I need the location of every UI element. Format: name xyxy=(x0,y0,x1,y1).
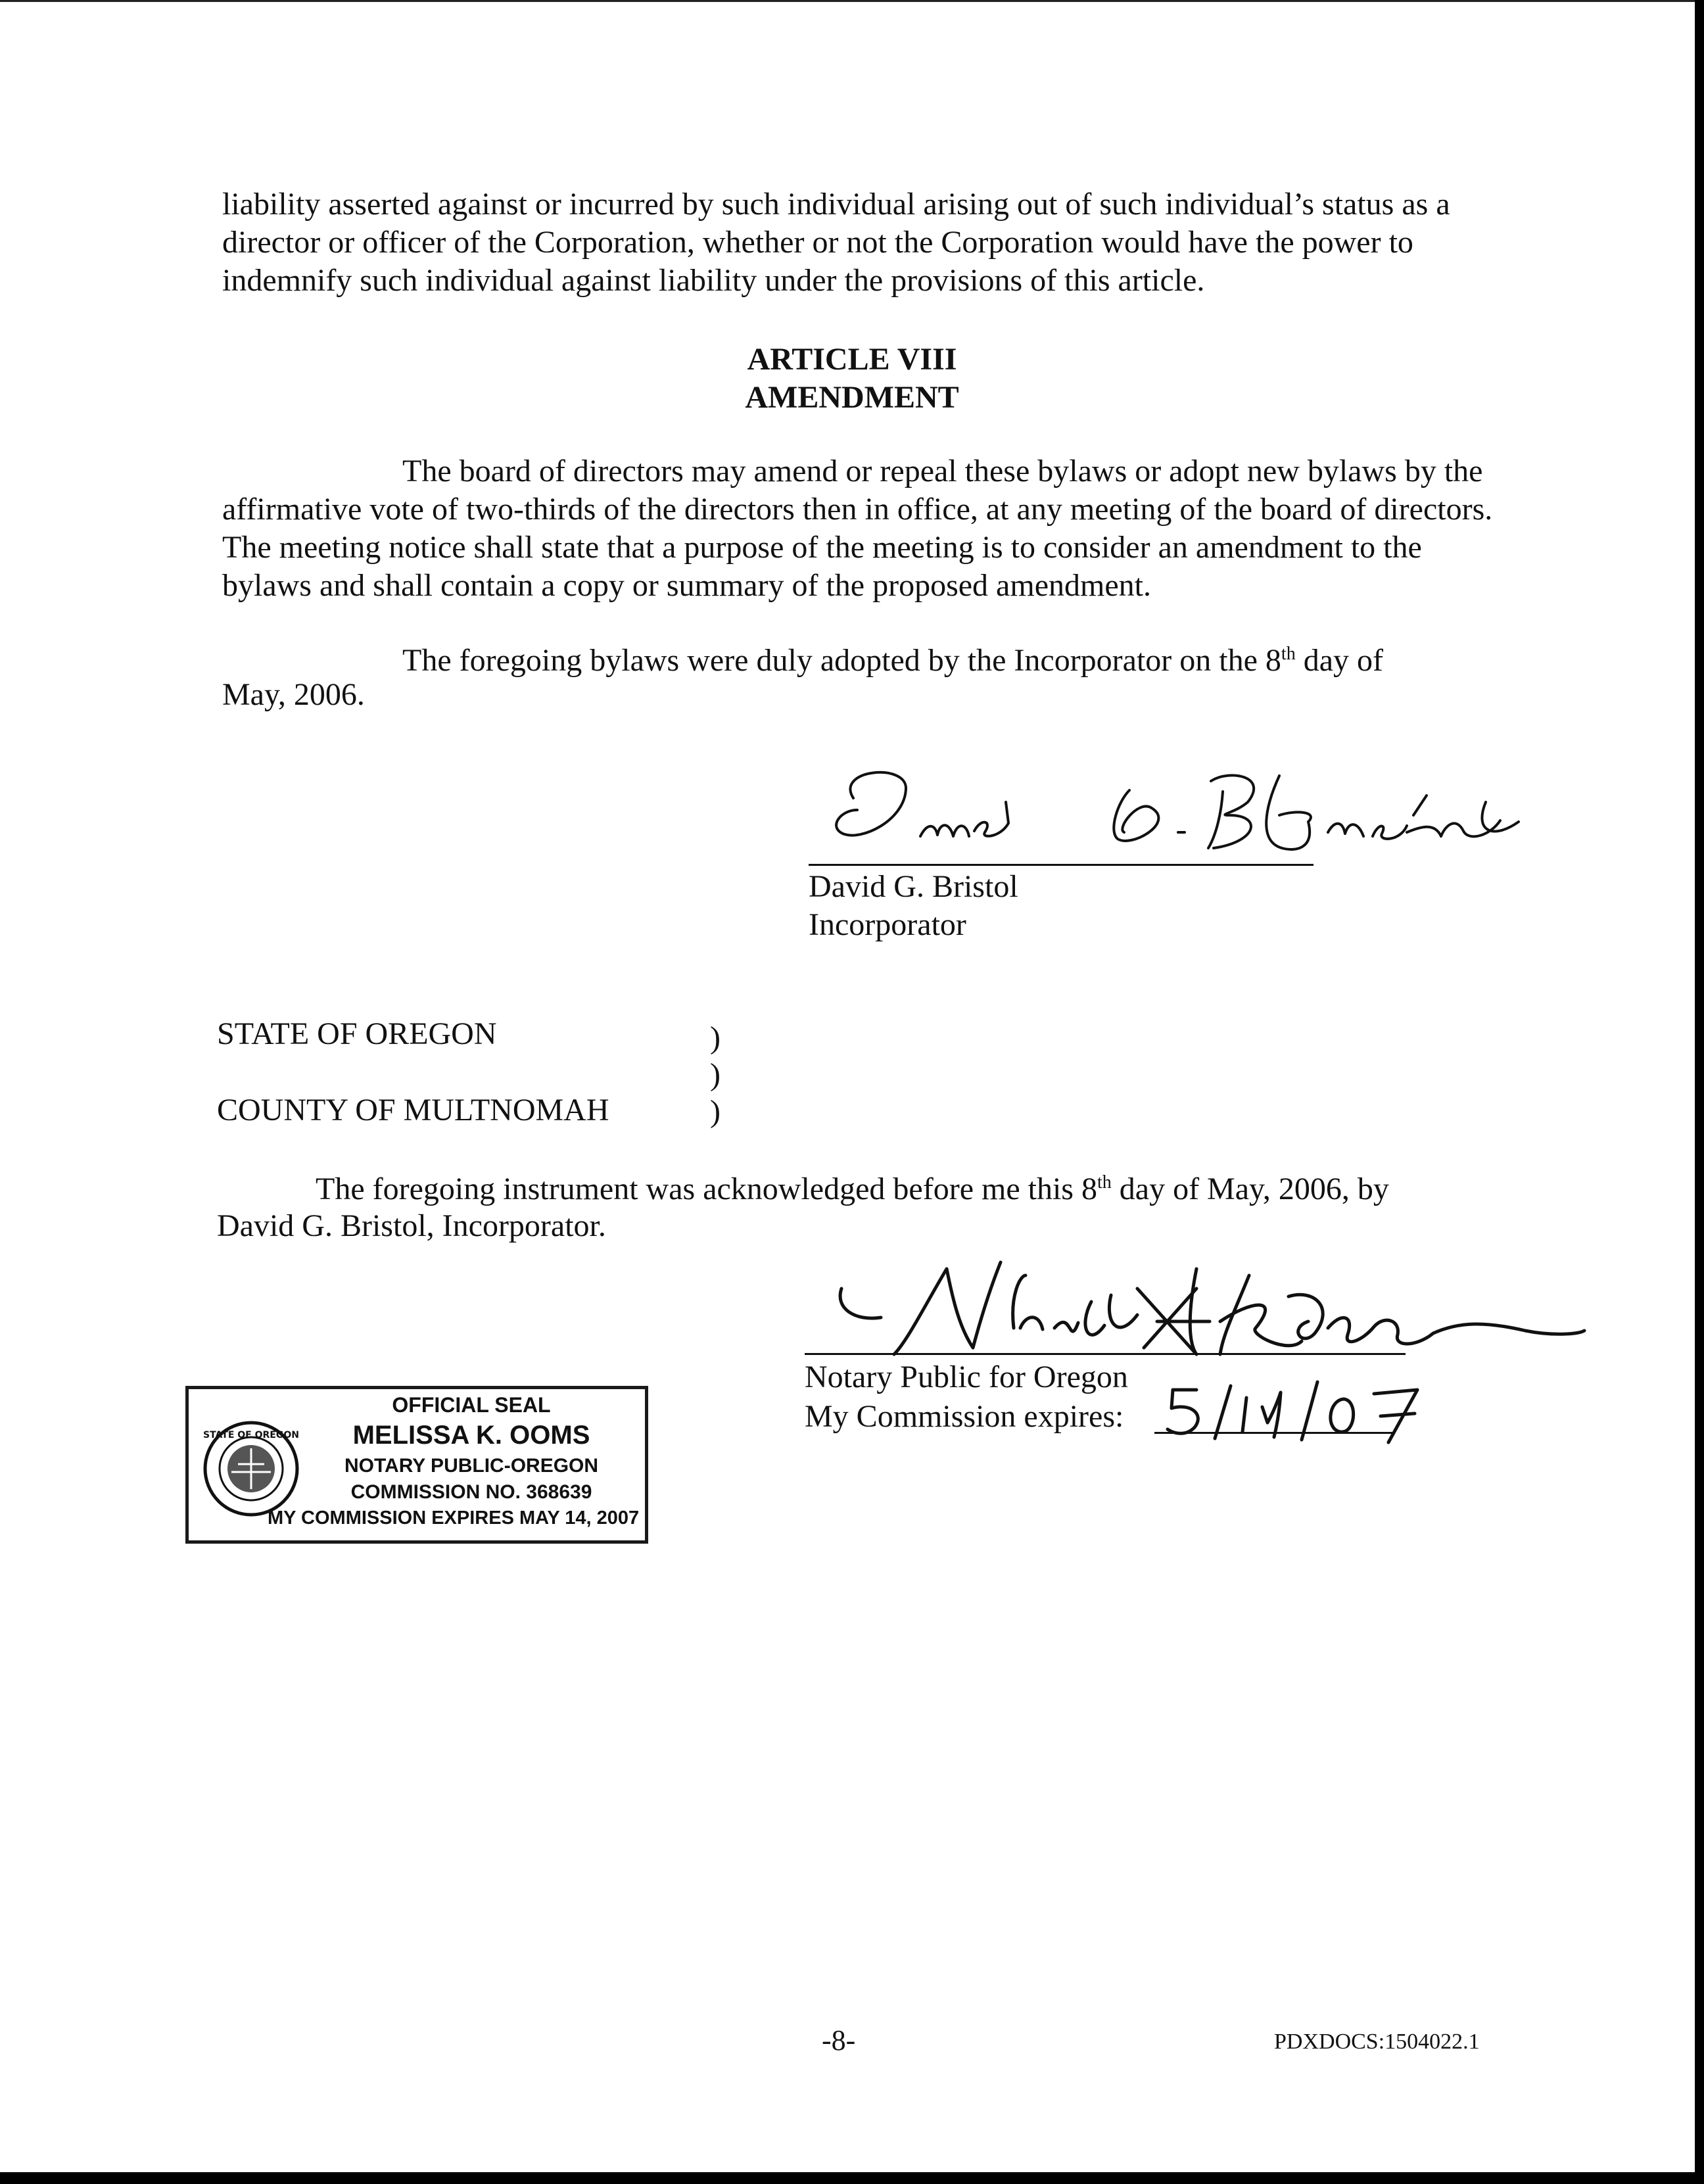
notary-signature-line xyxy=(805,1353,1406,1355)
seal-header: OFFICIAL SEAL xyxy=(392,1393,551,1417)
venue-paren-3: ) xyxy=(710,1094,721,1129)
top-scan-edge xyxy=(0,0,1695,2)
article-number: ARTICLE VIII xyxy=(747,342,957,377)
continuation-paragraph: liability asserted against or incurred by such individual arising out of such individual’s status as a director or officer of the Corporation, whether or not the Corporation would have the power to indemnify such individual against liability under the provisions of this article. xyxy=(222,187,1450,298)
page-number: -8- xyxy=(822,2024,856,2056)
venue-county: COUNTY OF MULTNOMAH xyxy=(217,1093,609,1128)
seal-line-3: MY COMMISSION EXPIRES MAY 14, 2007 xyxy=(268,1507,640,1529)
venue-state: STATE OF OREGON xyxy=(217,1016,497,1051)
acknowledgment-text-end: day of May, 2006, by xyxy=(1111,1172,1389,1206)
ordinal-suffix: th xyxy=(1281,644,1296,664)
state-seal-emblem xyxy=(202,1419,300,1518)
adoption-sentence xyxy=(402,642,1383,680)
amendment-paragraph: The board of directors may amend or repeal these bylaws or adopt new bylaws by the affirmative vote of two-thirds of the directors then in office, at any meeting of the board of directors. The meeting notice shall state that a purpose of the meeting is to consider an amendment to the bylaws and shall contain a copy or summary of the proposed amendment. xyxy=(222,454,1493,603)
emblem-lettering: STATE OF OREGON xyxy=(203,1430,299,1440)
venue-paren-1: ) xyxy=(710,1020,721,1055)
incorporator-signature xyxy=(809,749,1545,868)
incorporator-name: David G. Bristol xyxy=(809,869,1018,904)
ordinal-suffix-2: th xyxy=(1097,1172,1112,1193)
notary-signature xyxy=(828,1249,1591,1374)
document-id: PDXDOCS:1504022.1 xyxy=(1274,2030,1480,2054)
acknowledgment-text: The foregoing instrument was acknowledged before me this 8 xyxy=(316,1172,1097,1206)
adoption-text: The foregoing bylaws were duly adopted by the Incorporator on the 8 xyxy=(402,643,1281,678)
incorporator-title: Incorporator xyxy=(809,907,966,942)
article-title: AMENDMENT xyxy=(745,380,959,415)
commission-date-line xyxy=(1154,1432,1394,1434)
commission-label: My Commission expires: xyxy=(805,1399,1124,1434)
official-notary-seal xyxy=(185,1386,648,1544)
seal-name: MELISSA K. OOMS xyxy=(352,1421,590,1450)
commission-date-handwritten xyxy=(1157,1374,1440,1446)
acknowledgment-line-2: David G. Bristol, Incorporator. xyxy=(217,1208,606,1243)
seal-line-2: COMMISSION NO. 368639 xyxy=(350,1481,592,1503)
adoption-text-end: day of xyxy=(1295,643,1383,678)
venue-paren-2: ) xyxy=(710,1057,721,1092)
notary-title: Notary Public for Oregon xyxy=(805,1360,1128,1394)
adoption-date: May, 2006. xyxy=(222,677,365,712)
incorporator-signature-line xyxy=(809,864,1314,866)
seal-line-1: NOTARY PUBLIC-OREGON xyxy=(344,1455,599,1477)
acknowledgment-sentence xyxy=(316,1170,1389,1208)
